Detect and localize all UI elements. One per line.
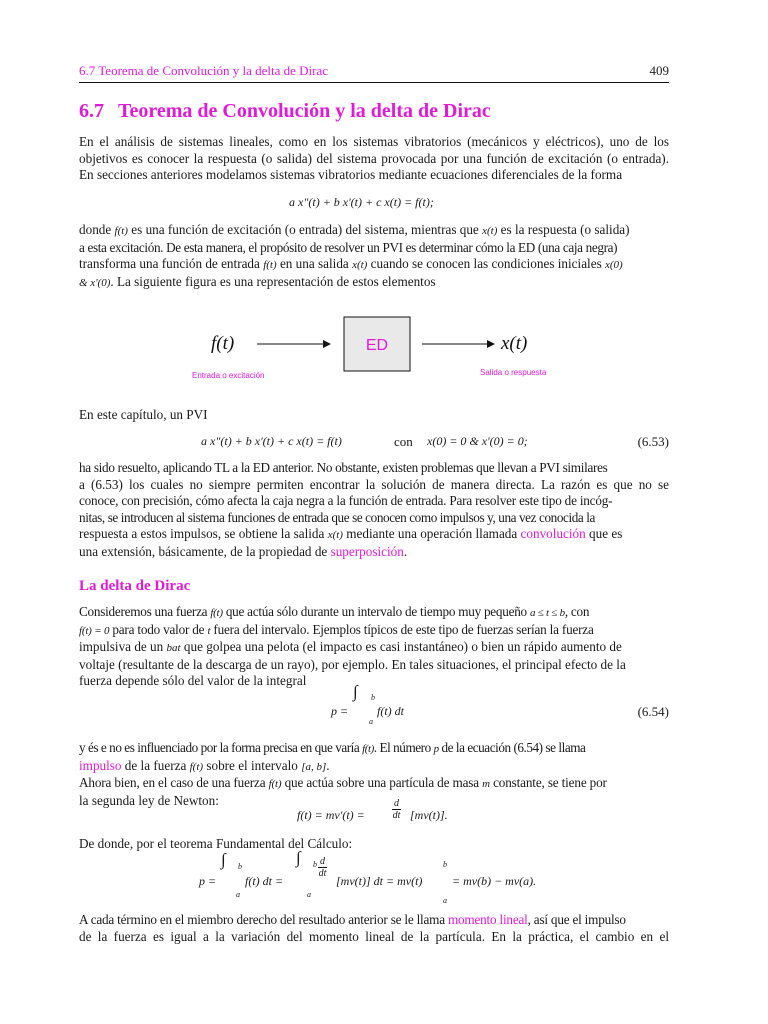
integral-sign-1: ∫ bbox=[221, 850, 226, 869]
momento-lineal-link[interactable]: momento lineal bbox=[447, 912, 528, 927]
eval-lower: a bbox=[443, 896, 447, 905]
running-header bbox=[79, 63, 669, 83]
upper-limit: b bbox=[371, 693, 375, 702]
section-heading bbox=[79, 100, 491, 123]
pvi-intro bbox=[79, 407, 669, 424]
equation-ftc bbox=[79, 848, 669, 906]
input-arrowhead bbox=[323, 340, 331, 348]
text-line: & x'(0). La siguiente figura es una representación de estos elementos bbox=[79, 273, 436, 289]
integrand-2: [mv(t)] dt = mv(t) bbox=[336, 874, 423, 888]
box-label: ED bbox=[365, 337, 389, 354]
after-eq1-paragraph bbox=[79, 222, 669, 291]
integrand: f(t) dt bbox=[377, 704, 404, 718]
paragraph-5 bbox=[79, 836, 669, 853]
input-label: f(t) bbox=[211, 333, 235, 354]
text-line: respuesta a estos impulsos, se obtiene la salida x(t) mediante una operación llamada convolución que es bbox=[79, 526, 623, 541]
text-line: De donde, por el teorema Fundamental del Cálculo: bbox=[79, 836, 353, 851]
text-line: f(t) = 0 para todo valor de t fuera del intervalo. Ejemplos típicos de este tipo de fuerzas serían la fuerza bbox=[79, 621, 594, 637]
equation-body: a x"(t) + b x'(t) + c x(t) = f(t) bbox=[201, 434, 342, 448]
derivative-fraction: $\frac{d}{dt}$ bbox=[392, 798, 401, 821]
text-line: impulso de la fuerza f(t) sobre el intervalo [a, b]. bbox=[79, 757, 330, 773]
text-line: impulsiva de un bat que golpea una pelota (el impacto es casi instantáneo) o bien un rápido aumento de bbox=[79, 639, 622, 654]
equation-result: = mv(b) − mv(a). bbox=[452, 874, 537, 888]
page-number: 409 bbox=[649, 63, 669, 78]
paragraph-2 bbox=[79, 460, 669, 560]
equation-6-53 bbox=[79, 434, 669, 454]
section-number: 6.7 bbox=[79, 100, 104, 122]
equation-lhs: p = bbox=[331, 704, 349, 718]
lower-limit-1: a bbox=[236, 890, 240, 899]
running-title: 6.7 Teorema de Convolución y la delta de Dirac bbox=[79, 63, 329, 78]
derivative-fraction: $\frac{d}{dt}$ bbox=[318, 856, 327, 879]
equation-6-54 bbox=[79, 684, 669, 728]
paragraph-3 bbox=[79, 604, 669, 690]
text-line: la segunda ley de Newton: bbox=[79, 792, 219, 808]
equation-newton bbox=[79, 798, 669, 838]
text-line: A cada término en el miembro derecho del resultado anterior se le llama momento lineal, así que el impulso bbox=[79, 912, 626, 927]
text-line: transforma una función de entrada f(t) en una salida x(t) cuando se conocen las condiciones iniciales x(0) bbox=[79, 256, 623, 271]
equation-p: p = bbox=[199, 874, 217, 888]
upper-limit-1: b bbox=[238, 862, 242, 871]
subsection-heading: La delta de Dirac bbox=[79, 578, 191, 594]
superposicion-link[interactable]: superposición bbox=[330, 543, 404, 559]
equation-body: a x"(t) + b x'(t) + c x(t) = f(t); bbox=[289, 195, 434, 209]
integral-sign: ∫ bbox=[353, 682, 358, 701]
text-line: En el análisis de sistemas lineales, como en los sistemas vibratorios (mecánicos y eléctricos), uno de los bbox=[79, 134, 669, 149]
text-line: a esta excitación. De esta manera, el propósito de resolver un PVI es determinar cómo la ED (una caja negra) bbox=[79, 239, 618, 255]
text-line: de la fuerza es igual a la variación del momento lineal de la partícula. En la práctica, el cambio en el bbox=[79, 928, 669, 944]
integrand-1: f(t) dt = bbox=[245, 874, 284, 888]
equation-tag: (6.54) bbox=[637, 704, 669, 719]
text-line: objetivos es conocer la respuesta (o salida) del sistema provocada por una función de excitación (o entrada). bbox=[79, 150, 669, 166]
equation-1 bbox=[79, 195, 669, 215]
impulso-link[interactable]: impulso bbox=[79, 757, 122, 773]
text-line: conoce, con precisión, cómo afecta la caja negra a la función de entrada. Para resolver este tipo de incóg- bbox=[79, 493, 613, 508]
integral-sign-2: ∫ bbox=[296, 848, 301, 867]
text-line: a (6.53) los cuales no siempre permiten encontrar la solución de manera directa. La razón es que no se bbox=[79, 476, 669, 492]
text-line: ha sido resuelto, aplicando TL a la ED anterior. No obstante, existen problemas que llevan a PVI similares bbox=[79, 460, 608, 475]
output-caption: Salida o respuesta bbox=[480, 368, 547, 377]
intro-paragraph bbox=[79, 134, 669, 184]
section-title: Teorema de Convolución y la delta de Dirac bbox=[118, 100, 491, 122]
equation-tag: (6.53) bbox=[637, 434, 669, 449]
equation-lhs: f(t) = mv'(t) = bbox=[297, 808, 365, 822]
input-caption: Entrada o excitación bbox=[192, 371, 265, 380]
lower-limit-2: a bbox=[307, 890, 311, 899]
equation-conditions: x(0) = 0 & x'(0) = 0; bbox=[427, 434, 528, 448]
header-rule bbox=[79, 82, 669, 83]
paragraph-6 bbox=[79, 912, 669, 945]
text-line: donde f(t) es una función de excitación (o entrada) del sistema, mientras que x(t) es la respuesta (o salida) bbox=[79, 222, 630, 237]
text-line: Consideremos una fuerza f(t) que actúa sólo durante un intervalo de tiempo muy pequeño a ≤ t ≤ b, con bbox=[79, 604, 590, 619]
eval-upper: b bbox=[443, 860, 447, 869]
text-line: fuerza depende sólo del valor de la integral bbox=[79, 673, 307, 688]
output-label: x(t) bbox=[501, 333, 528, 354]
lower-limit: a bbox=[369, 717, 373, 726]
convolucion-link[interactable]: convolución bbox=[520, 526, 586, 541]
text-line: una extensión, básicamente, de la propiedad de superposición. bbox=[79, 543, 408, 559]
equation-rhs: [mv(t)]. bbox=[410, 808, 448, 822]
text-line: En secciones anteriores modelamos sistemas vibratorios mediante ecuaciones diferenciales de la forma bbox=[79, 167, 623, 182]
text-line: y és e no es influenciado por la forma precisa en que varía f(t). El número p de la ecuación (6.54) se llama bbox=[79, 740, 586, 755]
io-diagram bbox=[79, 300, 669, 390]
text-line: voltaje (resultante de la descarga de un rayo), por ejemplo. En tales situaciones, el principal efecto de la bbox=[79, 656, 626, 672]
text-line: En este capítulo, un PVI bbox=[79, 407, 208, 422]
text-line: Ahora bien, en el caso de una fuerza f(t) que actúa sobre una partícula de masa m constante, se tiene por bbox=[79, 775, 607, 790]
upper-limit-2: b bbox=[313, 860, 317, 869]
output-arrowhead bbox=[487, 340, 495, 348]
text-line: nitas, se introducen al sistema funciones de entrada que se conocen como impulsos y, una vez conocida la bbox=[79, 509, 596, 525]
equation-connector: con bbox=[394, 434, 413, 449]
